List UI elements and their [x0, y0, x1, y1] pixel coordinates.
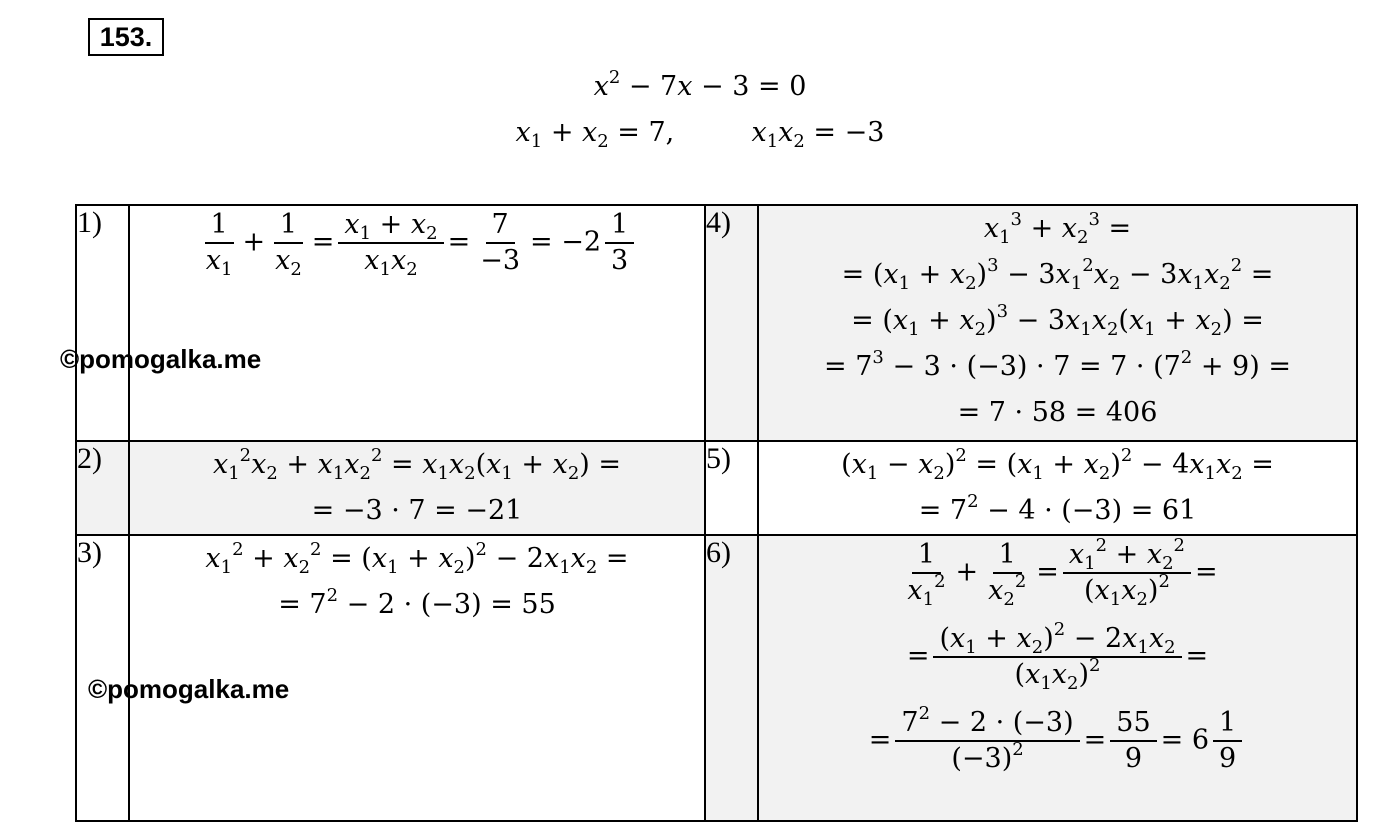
solution-1-line-1: $\frac{1}{x_1}$ + $\frac{1}{x_2}$ = $\frac{x_1 + x_2}{x_1x_2}$ = $\frac{7}{-3}$ = −2 $\frac{1}{3}$ [130, 208, 704, 278]
solution-4-line-2: = $(x_1 + x_2)^3 - 3x_1^2x_2 - 3x_1x_2^2$ = [841, 255, 1274, 294]
cell-label-1: 1) [76, 205, 129, 441]
cell-solution-6 [758, 535, 1357, 821]
cell-label-4: 4) [705, 205, 758, 441]
cell-solution-1 [129, 205, 705, 441]
solution-2-line-2: = −3 · 7 = −21 [311, 495, 523, 526]
cell-solution-5 [758, 441, 1357, 535]
solution-6-line-3: = $\frac{7^2 - 2 \cdot (-3)}{(-3)^2}$ = $\frac{55}{9}$ = 6 $\frac{1}{9}$ [759, 706, 1356, 776]
solution-4-line-3: = $(x_1 + x_2)^3 - 3x_1x_2(x_1 + x_2)$ = [851, 301, 1264, 340]
problem-number: 153. [88, 18, 164, 56]
table-row [76, 205, 1357, 441]
header-vieta [0, 110, 1400, 156]
watermark: ©pomogalka.me [60, 344, 262, 374]
cell-solution-2 [129, 441, 705, 535]
cell-solution-4 [758, 205, 1357, 441]
solution-4-line-1: $x_1^3 + x_2^3$ = [983, 209, 1132, 248]
cell-label-5: 5) [705, 441, 758, 535]
solution-3-line-1: $x_1^2 + x_2^2 = (x_1 + x_2)^2 - 2x_1x_2$ = [205, 539, 629, 578]
vieta-product: $x_1x_2 = -3$ [751, 117, 885, 152]
watermark: ©pomogalka.me [88, 674, 290, 704]
solutions-table [75, 204, 1358, 822]
solution-6-line-2: = $\frac{(x_1 + x_2)^2 - 2x_1x_2}{(x_1x_2)^2}$ = [906, 619, 1209, 694]
solution-5-line-1: $(x_1 - x_2)^2 = (x_1 + x_2)^2 - 4x_1x_2$ = [841, 445, 1274, 484]
solution-3-line-2: = $7^2 - 2 \cdot (-3) = 55$ [278, 585, 556, 620]
solution-4-line-4: = $7^3 - 3 \cdot (-3) \cdot 7 = 7 \cdot (7^2 + 9)$ = [824, 347, 1291, 382]
solution-5-line-2: = $7^2 - 4 \cdot (-3) = 61$ [918, 491, 1197, 526]
cell-label-6: 6) [705, 535, 758, 821]
vieta-sum: $x_1 + x_2 = 7$, [515, 117, 675, 152]
solution-6-line-1: $\frac{1}{x_1^2}$ + $\frac{1}{x_2^2}$ = $\frac{x_1^2 + x_2^2}{(x_1x_2)^2}$ = [907, 535, 1218, 610]
header-equation: $x^2 - 7x - 3 = 0$ [593, 67, 807, 102]
cell-label-3: 3) [76, 535, 129, 821]
solution-4-line-5: = 7 · 58 = 406 [957, 397, 1158, 428]
table-row [76, 441, 1357, 535]
cell-label-2: 2) [76, 441, 129, 535]
solution-2-line-1: $x_1^2x_2 + x_1x_2^2 = x_1x_2(x_1 + x_2)$ = [212, 445, 622, 484]
